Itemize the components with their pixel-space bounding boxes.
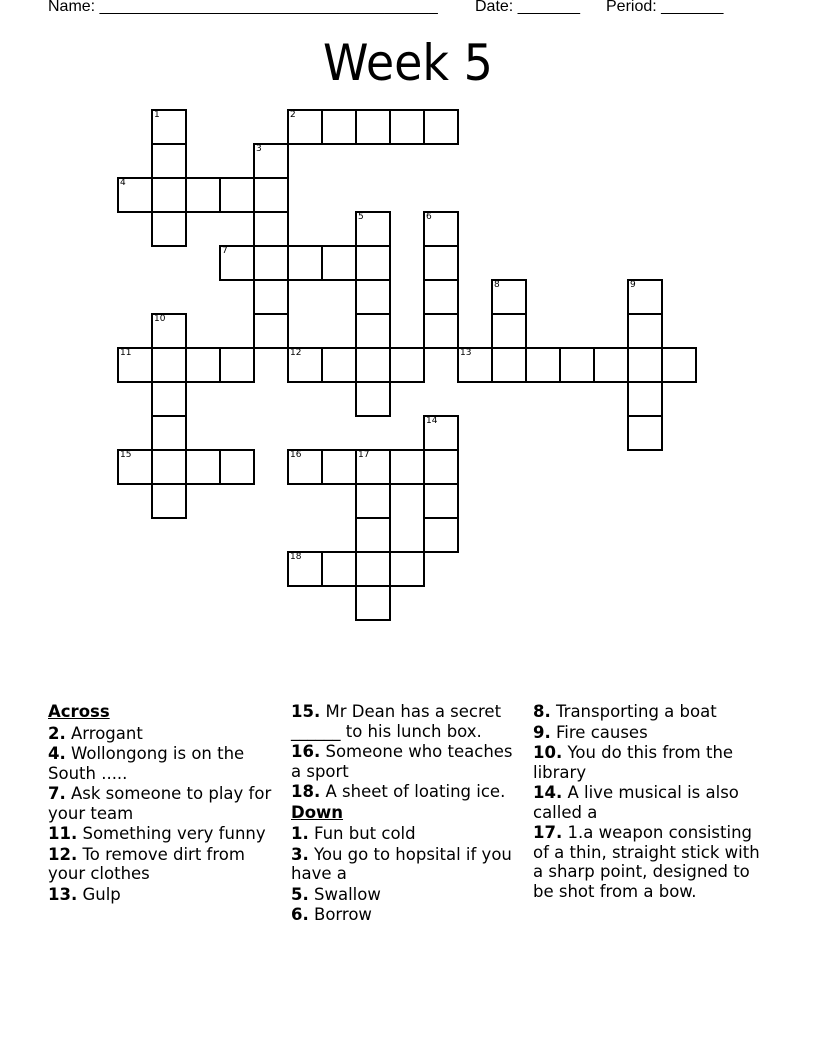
crossword-cell[interactable] (219, 347, 255, 383)
crossword-cell[interactable] (593, 347, 629, 383)
crossword-cell[interactable] (151, 381, 187, 417)
crossword-cell[interactable] (287, 551, 323, 587)
crossword-cell[interactable] (355, 517, 391, 553)
clue-across-2: 2. Arrogant (48, 723, 143, 743)
period-field[interactable]: Period: _______ (606, 0, 724, 15)
clue-across-16: 16. Someone who teaches a sport (291, 742, 513, 781)
crossword-cell[interactable] (355, 585, 391, 621)
crossword-cell[interactable] (423, 415, 459, 451)
clue-number: 2 (290, 110, 296, 120)
clue-down-3: 3. You go to hopsital if you have a (291, 844, 512, 883)
clue-column-3 (533, 702, 773, 902)
clue-across-4: 4. Wollongong is on the South ..... (48, 744, 245, 783)
clue-number: 10 (154, 314, 166, 324)
crossword-cell[interactable] (185, 449, 221, 485)
crossword-cell[interactable] (491, 347, 527, 383)
crossword-cell[interactable] (457, 347, 493, 383)
crossword-cell[interactable] (355, 211, 391, 247)
crossword-cell[interactable] (287, 347, 323, 383)
crossword-cell[interactable] (423, 109, 459, 145)
crossword-cell[interactable] (185, 347, 221, 383)
crossword-cell[interactable] (151, 211, 187, 247)
clue-across-7: 7. Ask someone to play for your team (48, 784, 272, 823)
crossword-cell[interactable] (525, 347, 561, 383)
crossword-cell[interactable] (321, 347, 357, 383)
crossword-cell[interactable] (355, 483, 391, 519)
clue-number: 13 (460, 348, 472, 358)
crossword-cell[interactable] (627, 381, 663, 417)
clue-number: 12 (290, 348, 302, 358)
crossword-cell[interactable] (559, 347, 595, 383)
crossword-cell[interactable] (389, 449, 425, 485)
clue-number: 14 (426, 416, 438, 426)
crossword-cell[interactable] (185, 177, 221, 213)
clue-down-10: 10. You do this from the library (533, 743, 734, 782)
crossword-cell[interactable] (491, 313, 527, 349)
clue-number: 5 (358, 212, 364, 222)
crossword-cell[interactable] (151, 177, 187, 213)
crossword-cell[interactable] (627, 279, 663, 315)
clue-number: 9 (630, 280, 636, 290)
crossword-cell[interactable] (287, 109, 323, 145)
clue-number: 15 (120, 450, 132, 460)
name-field[interactable]: Name: ______________________________________ (48, 0, 438, 15)
clue-number: 16 (290, 450, 302, 460)
crossword-cell[interactable] (355, 551, 391, 587)
clue-number: 4 (120, 178, 126, 188)
clue-down-5: 5. Swallow (291, 884, 381, 904)
crossword-cell[interactable] (491, 279, 527, 315)
crossword-cell[interactable] (253, 211, 289, 247)
crossword-cell[interactable] (151, 483, 187, 519)
clue-down-14: 14. A live musical is also called a (533, 783, 739, 822)
crossword-cell[interactable] (423, 483, 459, 519)
clue-number: 17 (358, 450, 370, 460)
clue-column-2 (291, 702, 523, 926)
crossword-cell[interactable] (355, 449, 391, 485)
page-title: Week 5 (323, 34, 493, 92)
clue-number: 6 (426, 212, 432, 222)
crossword-cell[interactable] (661, 347, 697, 383)
down-heading: Down (291, 802, 344, 822)
crossword-cell[interactable] (355, 245, 391, 281)
clue-number: 1 (154, 110, 160, 120)
crossword-cell[interactable] (117, 449, 153, 485)
clue-across-15: 15. Mr Dean has a secret ______ to his lunch box. (291, 702, 502, 741)
crossword-cell[interactable] (355, 347, 391, 383)
clue-down-17: 17. 1.a weapon consisting of a thin, straight stick with a sharp point, designed to be shot from a bow. (533, 823, 760, 901)
clue-number: 18 (290, 552, 302, 562)
crossword-cell[interactable] (423, 517, 459, 553)
crossword-cell[interactable] (389, 347, 425, 383)
crossword-cell[interactable] (423, 313, 459, 349)
crossword-cell[interactable] (117, 177, 153, 213)
crossword-cell[interactable] (253, 177, 289, 213)
crossword-cell[interactable] (627, 415, 663, 451)
crossword-cell[interactable] (287, 245, 323, 281)
crossword-cell[interactable] (287, 449, 323, 485)
clue-down-9: 9. Fire causes (533, 722, 648, 742)
clue-number: 7 (222, 246, 228, 256)
clue-down-8: 8. Transporting a boat (533, 702, 717, 721)
clue-number: 3 (256, 144, 262, 154)
crossword-cell[interactable] (321, 551, 357, 587)
crossword-cell[interactable] (423, 279, 459, 315)
clue-column-1 (48, 702, 280, 905)
crossword-cell[interactable] (151, 143, 187, 179)
across-heading: Across (48, 702, 110, 721)
clue-down-6: 6. Borrow (291, 905, 372, 924)
date-field[interactable]: Date: _______ (475, 0, 580, 15)
crossword-cell[interactable] (151, 415, 187, 451)
clue-number: 8 (494, 280, 500, 290)
clue-across-12: 12. To remove dirt from your clothes (48, 844, 245, 883)
crossword-cell[interactable] (355, 313, 391, 349)
crossword-cell[interactable] (117, 347, 153, 383)
crossword-cell[interactable] (355, 279, 391, 315)
clue-across-18: 18. A sheet of loating ice. (291, 782, 506, 801)
crossword-cell[interactable] (219, 245, 255, 281)
crossword-cell[interactable] (423, 449, 459, 485)
crossword-cell[interactable] (355, 381, 391, 417)
clue-across-13: 13. Gulp (48, 884, 121, 904)
crossword-cell[interactable] (253, 143, 289, 179)
crossword-cell[interactable] (389, 551, 425, 587)
crossword-cell[interactable] (321, 449, 357, 485)
clue-down-1: 1. Fun but cold (291, 824, 416, 843)
crossword-cell[interactable] (219, 177, 255, 213)
crossword-cell[interactable] (423, 211, 459, 247)
clue-number: 11 (120, 348, 132, 358)
crossword-cell[interactable] (253, 245, 289, 281)
crossword-cell[interactable] (151, 109, 187, 145)
crossword-cell[interactable] (151, 449, 187, 485)
crossword-cell[interactable] (219, 449, 255, 485)
crossword-cell[interactable] (151, 313, 187, 349)
crossword-cell[interactable] (321, 245, 357, 281)
crossword-cell[interactable] (253, 313, 289, 349)
crossword-cell[interactable] (355, 109, 391, 145)
crossword-cell[interactable] (253, 279, 289, 315)
crossword-cell[interactable] (389, 109, 425, 145)
crossword-cell[interactable] (321, 109, 357, 145)
clue-across-11: 11. Something very funny (48, 824, 266, 843)
crossword-cell[interactable] (151, 347, 187, 383)
crossword-cell[interactable] (627, 347, 663, 383)
crossword-cell[interactable] (423, 245, 459, 281)
crossword-cell[interactable] (627, 313, 663, 349)
